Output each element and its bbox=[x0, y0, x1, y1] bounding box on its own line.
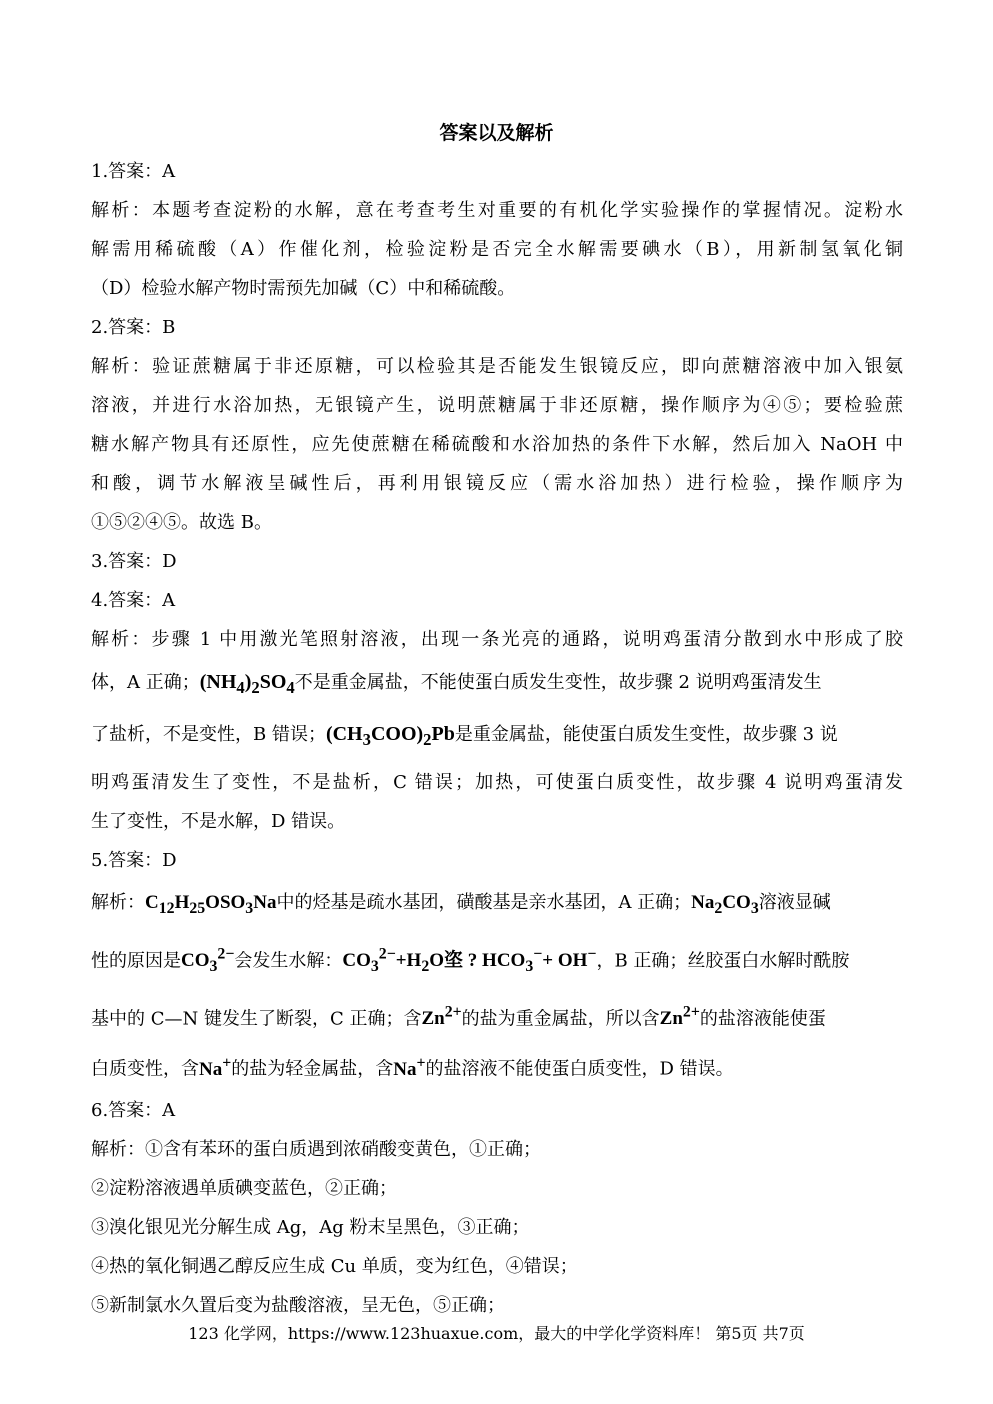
q6-line-5: ⑤新制氯水久置后变为盐酸溶液，呈无色，⑤正确； bbox=[91, 1294, 505, 1316]
q4-line-5: 生了变性，不是水解，D 错误。 bbox=[91, 811, 346, 832]
q2-line-3: 糖水解产物具有还原性，应先使蔗糖在稀硫酸和水浴加热的条件下水解，然后加入 NaOH 中 bbox=[91, 434, 903, 455]
q1-line-1: 解析：本题考查淀粉的水解，意在考查考生对重要的有机化学实验操作的掌握情况。淀粉水 bbox=[91, 200, 903, 221]
q5-line-1: 解析：$C_{12}H_{25}OSO_3Na$中的烃基是疏水基团，磺酸基是亲水基团，A 正确；$Na_2CO_3$溶液显碱 bbox=[91, 892, 831, 917]
q1-line-3: （D）检验水解产物时需预先加碱（C）中和稀硫酸。 bbox=[91, 278, 516, 299]
q4-line-2: 体，A 正确；$(NH_4)_2SO_4$不是重金属盐，不能使蛋白质发生变性，故步骤 2 说明鸡蛋清发生 bbox=[91, 671, 822, 697]
q3-answer: 3.答案：D bbox=[91, 551, 177, 572]
q2-line-2: 溶液，并进行水浴加热，无银镜产生，说明蔗糖属于非还原糖，操作顺序为④⑤；要检验蔗 bbox=[91, 395, 903, 416]
q4-line-4: 明鸡蛋清发生了变性，不是盐析，C 错误；加热，可使蛋白质变性，故步骤 4 说明鸡蛋清发 bbox=[91, 772, 903, 793]
q2-line-1: 解析：验证蔗糖属于非还原糖，可以检验其是否能发生银镜反应，即向蔗糖溶液中加入银氨 bbox=[91, 356, 903, 377]
formula-zinc-ion: $Zn^{2+}$ bbox=[659, 1003, 700, 1030]
q5-line-3: 基中的 C—N 键发生了断裂，C 正确；含$Zn^{2+}$的盐为重金属盐，所以含$Zn^{2+}$的盐溶液能使蛋 bbox=[91, 1003, 826, 1030]
q5-line-4: 白质变性，含Na+的盐为轻金属盐，含Na+的盐溶液不能使蛋白质变性，D 错误。 bbox=[91, 1054, 734, 1080]
formula-lead-acetate: $(CH_3COO)_2Pb$ bbox=[325, 723, 455, 749]
q6-answer: 6.答案：A bbox=[91, 1099, 176, 1121]
formula-sodium-ion: Na+ bbox=[393, 1054, 426, 1080]
formula-carbonate-ion: $CO_3^{2-}$ bbox=[181, 945, 235, 975]
q4-line-1: 解析：步骤 1 中用激光笔照射溶液，出现一条光亮的通路，说明鸡蛋清分散到水中形成了胶 bbox=[91, 629, 903, 650]
q5-line-2: 性的原因是$CO_3^{2-}$会发生水解：$CO_3^{2-}+H_2O$垐 ? $HCO_3^-+ OH^-$，B 正确；丝胶蛋白水解时酰胺 bbox=[91, 945, 850, 975]
hydrolysis-equation: $CO_3^{2-}+H_2O$垐 ? $HCO_3^-+ OH^-$ bbox=[342, 945, 597, 975]
q4-answer: 4.答案：A bbox=[91, 590, 176, 611]
q4-line-3: 了盐析，不是变性，B 错误；$(CH_3COO)_2Pb$是重金属盐，能使蛋白质发生变性，故步骤 3 说 bbox=[91, 723, 838, 749]
q2-line-4: 和酸，调节水解液呈碱性后，再利用银镜反应（需水浴加热）进行检验，操作顺序为 bbox=[91, 473, 903, 494]
q2-answer: 2.答案：B bbox=[91, 317, 176, 338]
formula-sodium-dodecyl-sulfate: $C_{12}H_{25}OSO_3Na$ bbox=[145, 892, 277, 917]
q6-line-4: ④热的氧化铜遇乙醇反应生成 Cu 单质，变为红色，④错误； bbox=[91, 1255, 578, 1277]
formula-sodium-ion: Na+ bbox=[199, 1054, 232, 1080]
formula-ammonium-sulfate: $(NH_4)_2SO_4$ bbox=[199, 671, 295, 697]
q5-answer: 5.答案：D bbox=[91, 850, 177, 871]
q1-answer: 1.答案：A bbox=[91, 161, 176, 182]
q2-line-5: ①⑤②④⑤。故选 B。 bbox=[91, 512, 272, 533]
page-footer: 123 化学网，https://www.123huaxue.com，最大的中学化学资料库！ 第5页 共7页 bbox=[188, 1324, 805, 1343]
q6-line-2: ②淀粉溶液遇单质碘变蓝色，②正确； bbox=[91, 1177, 397, 1199]
q6-line-1: 解析：①含有苯环的蛋白质遇到浓硝酸变黄色，①正确； bbox=[91, 1138, 541, 1160]
q1-line-2: 解需用稀硫酸（A）作催化剂，检验淀粉是否完全水解需要碘水（B），用新制氢氧化铜 bbox=[91, 239, 903, 260]
q6-line-3: ③溴化银见光分解生成 Ag，Ag 粉末呈黑色，③正确； bbox=[91, 1216, 530, 1238]
page-title: 答案以及解析 bbox=[439, 122, 554, 144]
answer-content bbox=[91, 152, 903, 1325]
formula-sodium-carbonate: $Na_2CO_3$ bbox=[691, 892, 759, 917]
equilibrium-arrow: 垐 ? bbox=[444, 950, 478, 972]
formula-zinc-ion: $Zn^{2+}$ bbox=[421, 1003, 462, 1030]
